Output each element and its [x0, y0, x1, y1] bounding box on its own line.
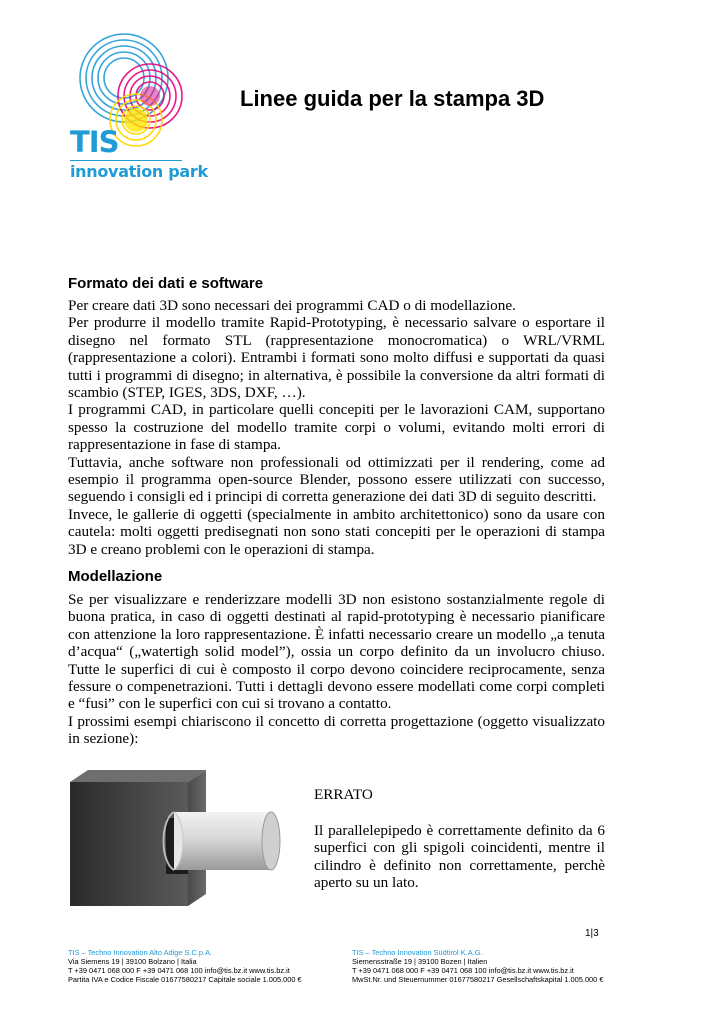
- section-heading-formato: Formato dei dati e software: [68, 275, 264, 292]
- paragraph: Tuttavia, anche software non professionali od ottimizzati per il rendering, come ad esempio il programma open-source Blender, possono essere utilizzati con successo, seguendo i consigli ed i principi di corretta generazione dei dati 3D di seguito descritti.: [68, 453, 605, 506]
- logo-text-innovation-park: innovation park: [70, 162, 208, 181]
- paragraph: I prossimi esempi chiariscono il concetto di corretta progettazione (oggetto visualizzato in sezione):: [68, 712, 605, 748]
- footer-contact: T +39 0471 068 000 F +39 0471 068 100 info@tis.bz.it www.tis.bz.it: [68, 966, 290, 975]
- footer-address: Via Siemens 19 | 39100 Bolzano | Italia: [68, 957, 197, 966]
- footer-left: [68, 948, 338, 984]
- logo-divider: [70, 160, 182, 161]
- footer-company-name: TIS – Techno Innovation Alto Adige S.C.p.A.: [68, 948, 213, 957]
- footer-right: [352, 948, 622, 984]
- example-label: ERRATO: [314, 786, 373, 803]
- footer-fiscal: Partita IVA e Codice Fiscale 01677580217 Capitale sociale 1.005.000 €: [68, 975, 302, 984]
- paragraph: Invece, le gallerie di oggetti (specialmente in ambito architettonico) sono da usare con cautela: molti oggetti predisegnati non sono stati concepiti per le operazioni di stampa 3D e creano problemi con le operazioni di stampa.: [68, 505, 605, 558]
- section-body-modellazione: [68, 591, 605, 748]
- section-heading-modellazione: Modellazione: [68, 568, 163, 585]
- paragraph: Se per visualizzare e renderizzare modelli 3D non esistono sostanzialmente regole di buona pratica, in caso di oggetti destinati al rapid-prototyping è necessario pianificare con attenzione la loro rappresentazione. È infatti necessario creare un modello „a tenuta d’acqua“ („watertigh solid model”), ossia un corpo definito da un involucro chiuso. Tutte le superfici di cui è composto il corpo devono coincidere reciprocamente, senza fessure o compenetrazioni. Tutti i dettagli devono essere modellati come corpi completi e “fusi” con le superfici con cui si trovano a contatto.: [68, 591, 605, 713]
- paragraph: I programmi CAD, in particolare quelli concepiti per le lavorazioni CAM, supportano spesso la costruzione del modello tramite corpi o volumi, evitando molti errori di rappresentazione in fase di stampa.: [68, 401, 605, 454]
- paragraph: Per produrre il modello tramite Rapid-Prototyping, è necessario salvare o esportare il disegno nel formato STL (rappresentazione monocromatica) o WRL/VRML (rappresentazione a colori). Entrambi i formati sono molto diffusi e supportati da quasi tutti i programmi di disegno; in alternativa, è possibile la conversione da altri formati di scambio (STEP, IGES, 3DS, DXF, …).: [68, 314, 605, 402]
- paragraph: Per creare dati 3D sono necessari dei programmi CAD o di modellazione.: [68, 297, 516, 314]
- example-description: Il parallelepipedo è correttamente definito da 6 superfici con gli spigoli coincidenti, mentre il cilindro è definito non correttamente, perchè aperto su un lato.: [314, 822, 605, 892]
- section-body-formato: [68, 297, 605, 558]
- errato-illustration: [66, 768, 296, 908]
- logo-text-tis: TIS: [70, 125, 119, 159]
- footer-contact: T +39 0471 068 000 F +39 0471 068 100 info@tis.bz.it www.tis.bz.it: [352, 966, 574, 975]
- page-number: 1|3: [585, 928, 599, 939]
- footer-fiscal: MwSt.Nr. und Steuernummer 01677580217 Gesellschaftskapital 1.005.000 €: [352, 975, 604, 984]
- footer-address: Siemensstraße 19 | 39100 Bozen | Italien: [352, 957, 488, 966]
- footer-company-name: TIS – Techno Innovation Südtirol K.A.G.: [352, 948, 483, 957]
- document-title: Linee guida per la stampa 3D: [240, 86, 545, 111]
